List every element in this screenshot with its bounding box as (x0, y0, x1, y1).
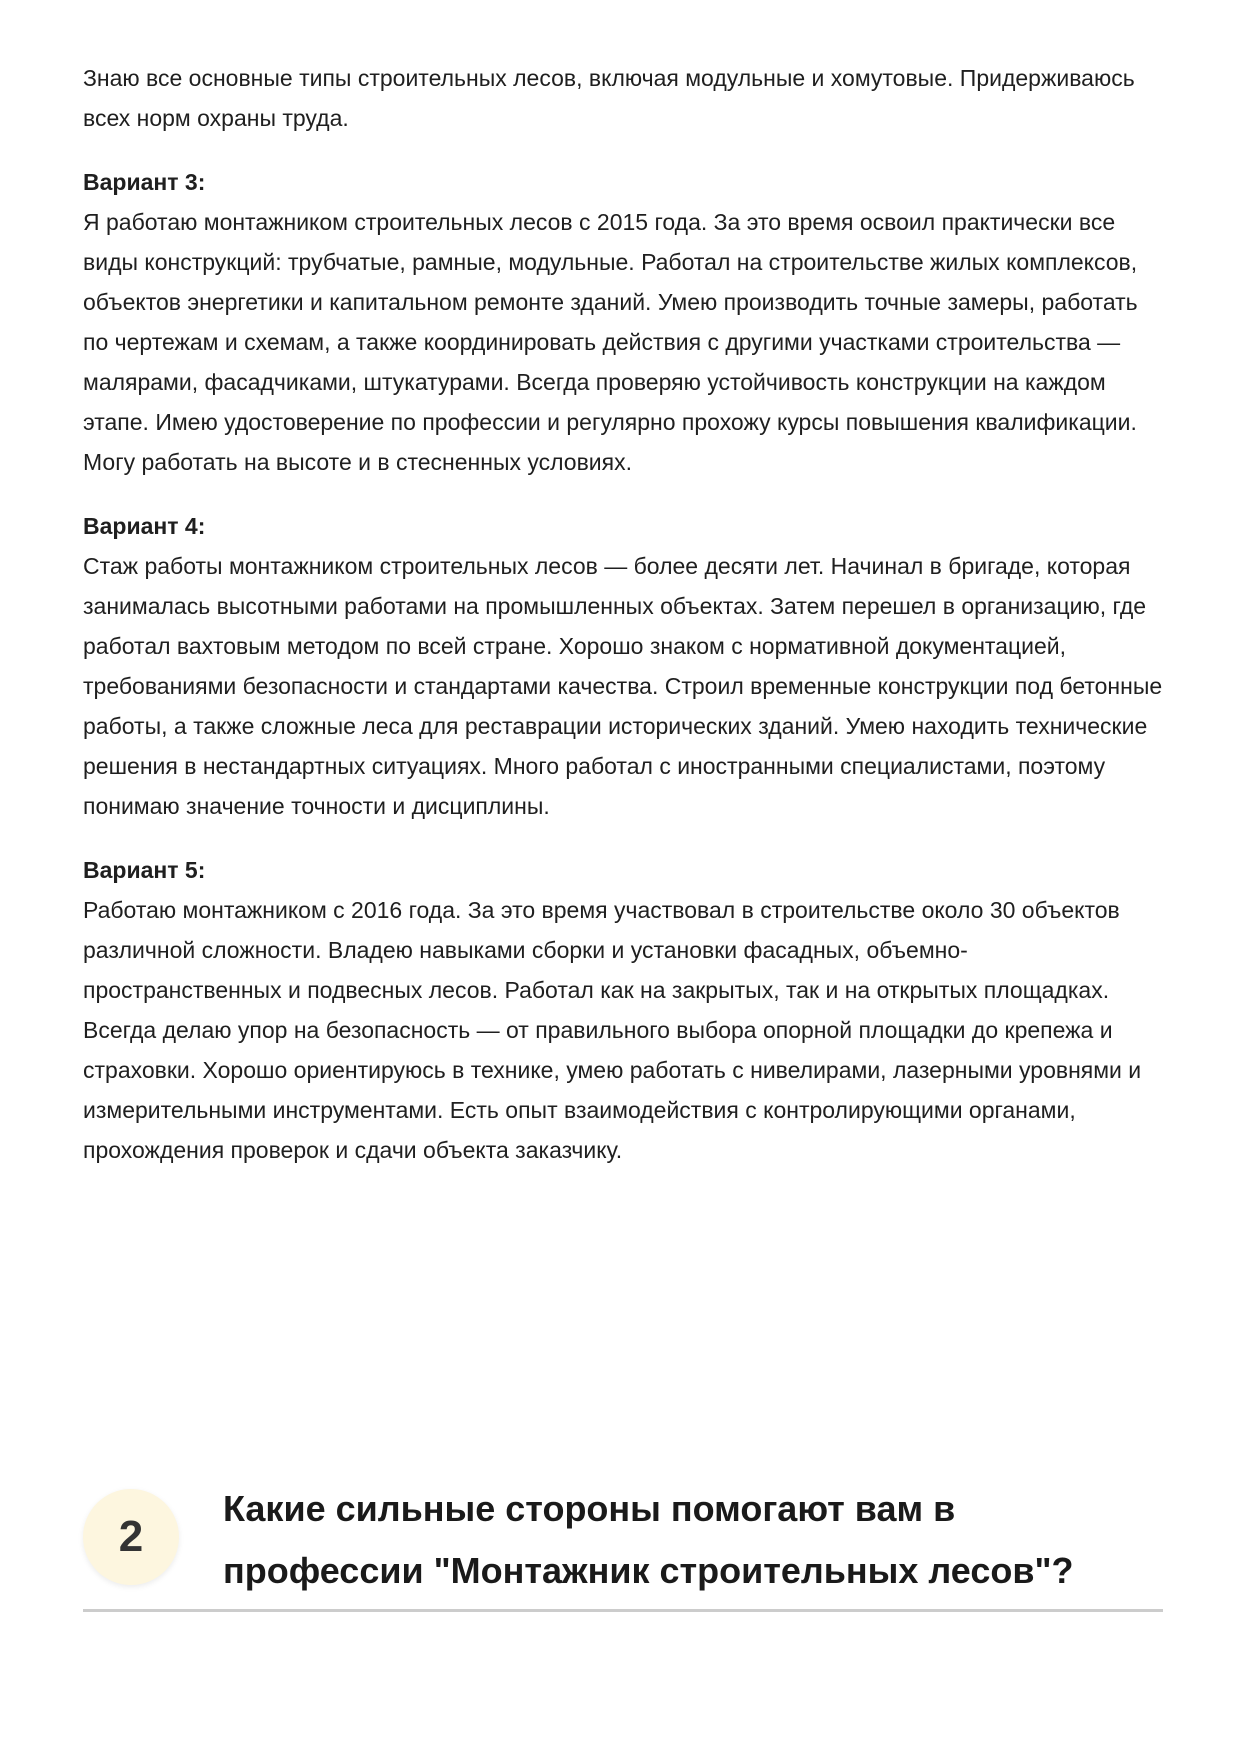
section-number-badge: 2 (83, 1489, 179, 1585)
variant-block-5 (83, 850, 1163, 1170)
document-body (83, 58, 1163, 1170)
variant-title: Вариант 4: (83, 513, 206, 539)
variant-text: Работаю монтажником с 2016 года. За это время участвовал в строительстве около 30 объектов различной сложности. Владею навыками сборки и установки фасадных, объемно-пространственных и подвесных лесов. Работал как на закрытых, так и на открытых площадках. Всегда делаю упор на безопасность — от правильного выбора опорной площадки до крепежа и страховки. Хорошо ориентируюсь в технике, умею работать с нивелирами, лазерными уровнями и измерительными инструментами. Есть опыт взаимодействия с контролирующими органами, прохождения проверок и сдачи объекта заказчику. (83, 897, 1142, 1163)
variant-block-3 (83, 162, 1163, 482)
variant-text: Я работаю монтажником строительных лесов с 2015 года. За это время освоил практически все виды конструкций: трубчатые, рамные, модульные. Работал на строительстве жилых комплексов, объектов энергетики и капитальном ремонте зданий. Умею производить точные замеры, работать по чертежам и схемам, а также координировать действия с другими участками строительства — малярами, фасадчиками, штукатурами. Всегда проверяю устойчивость конструкции на каждом этапе. Имею удостоверение по профессии и регулярно прохожу курсы повышения квалификации. Могу работать на высоте и в стесненных условиях. (83, 209, 1138, 475)
variant-title: Вариант 5: (83, 857, 206, 883)
section-title: Какие сильные стороны помогают вам в профессии "Монтажник строительных лесов"? (223, 1488, 1074, 1591)
variant-text: Стаж работы монтажником строительных лесов — более десяти лет. Начинал в бригаде, которая занималась высотными работами на промышленных объектах. Затем перешел в организацию, где работал вахтовым методом по всей стране. Хорошо знаком с нормативной документацией, требованиями безопасности и стандартами качества. Строил временные конструкции под бетонные работы, а также сложные леса для реставрации исторических зданий. Умею находить технические решения в нестандартных ситуациях. Много работал с иностранными специалистами, поэтому понимаю значение точности и дисциплины. (83, 553, 1163, 819)
variant-title: Вариант 3: (83, 169, 206, 195)
intro-paragraph: Знаю все основные типы строительных лесов, включая модульные и хомутовые. Придерживаюсь всех норм охраны труда. (83, 65, 1135, 131)
variant-block-4 (83, 506, 1163, 826)
section-header (83, 1478, 1163, 1612)
